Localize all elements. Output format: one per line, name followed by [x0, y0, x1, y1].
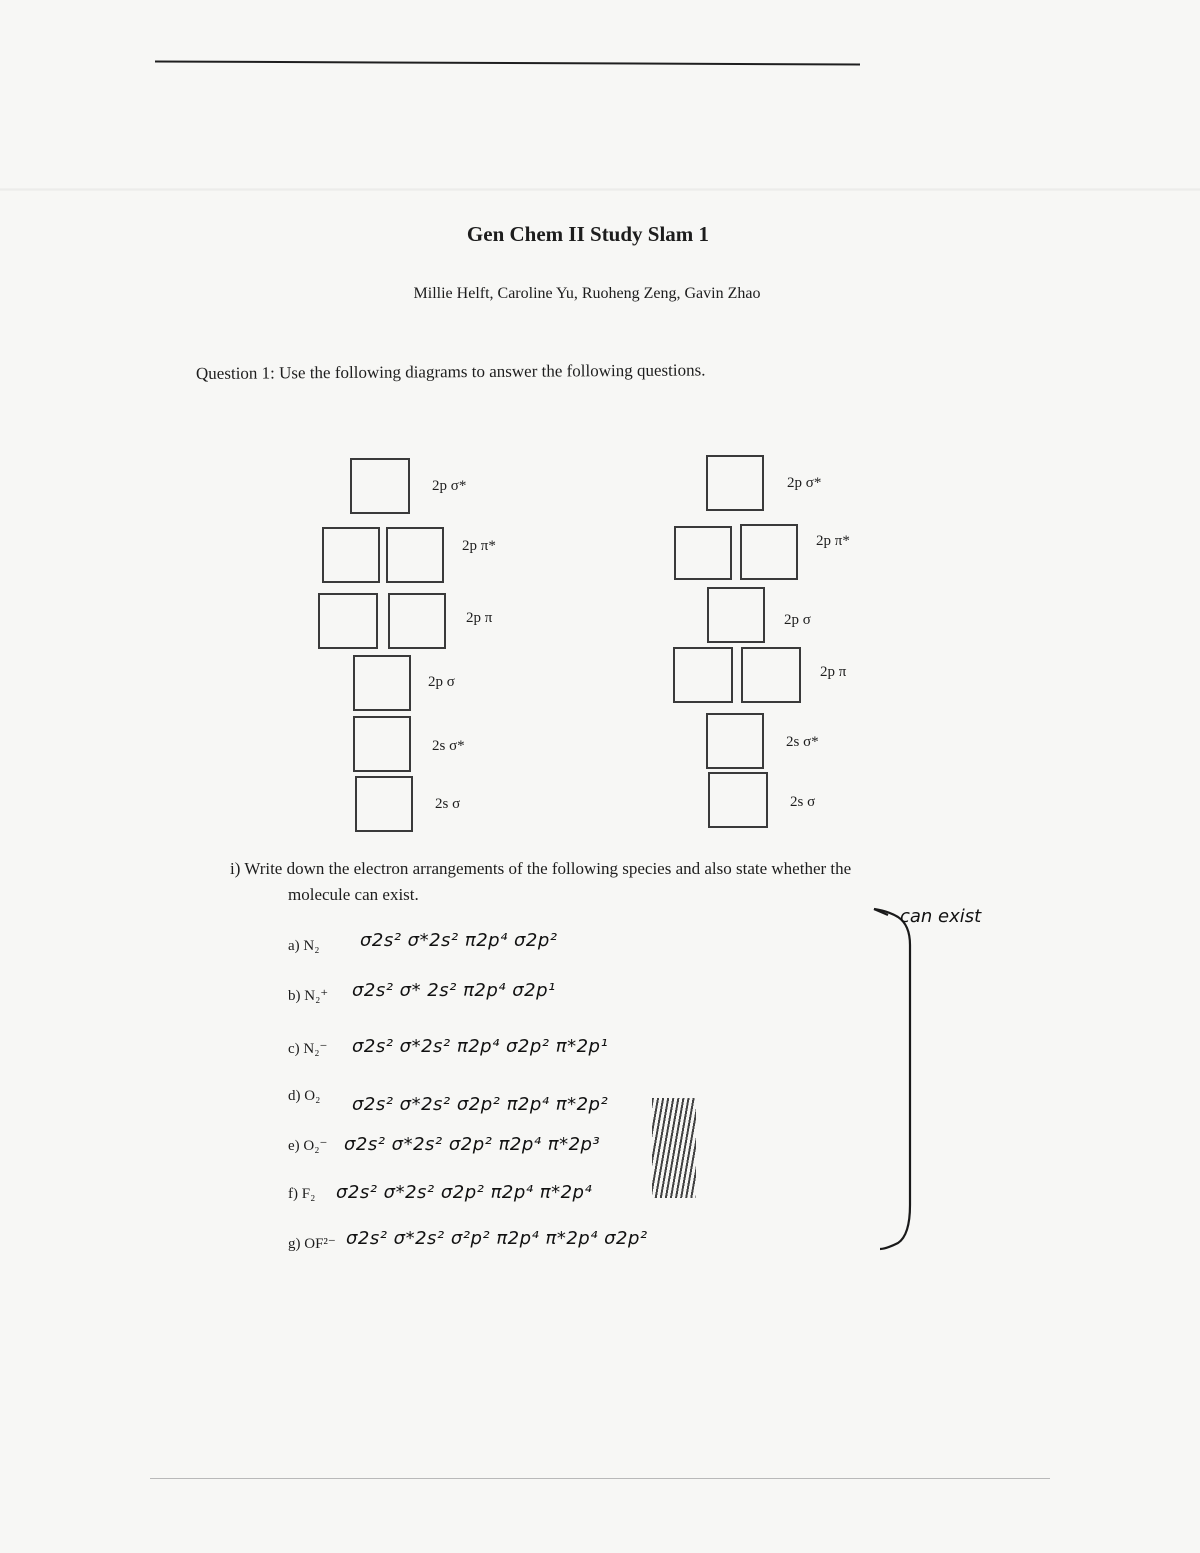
orbital-label: 2p σ* — [787, 475, 822, 491]
question-1-text: Question 1: Use the following diagrams to answer the following questions. — [195, 360, 706, 383]
orbital-label: 2p π* — [816, 533, 850, 549]
orbital-label: 2s σ — [435, 796, 461, 812]
species-label: c) N₂⁻ — [288, 1041, 328, 1057]
orbital-box-2p-sigma-star — [350, 458, 410, 514]
orbital-box-2s-sigma — [708, 772, 768, 828]
orbital-label: 2s σ* — [786, 734, 819, 750]
handwritten-answer: σ2s² σ* 2s² π2p⁴ σ2p¹ — [352, 980, 556, 1001]
orbital-box-2p-pi — [318, 593, 378, 649]
scribble-mark — [652, 1098, 696, 1198]
paper-fold — [0, 188, 1200, 191]
orbital-box-2p-pi — [673, 647, 733, 703]
orbital-box-2s-sigma — [355, 776, 413, 832]
orbital-box-2p-pi-star — [386, 527, 444, 583]
part-i-line-2: molecule can exist. — [288, 885, 419, 904]
document-authors: Millie Helft, Caroline Yu, Ruoheng Zeng, Gavin Zhao — [413, 285, 761, 302]
orbital-box-2p-sigma — [353, 655, 411, 711]
orbital-box-2s-sigma-star — [706, 713, 764, 769]
handwritten-answer: σ2s² σ*2s² σ²p² π2p⁴ π*2p⁴ σ2p² — [346, 1228, 648, 1249]
orbital-box-2p-pi-star — [322, 527, 380, 583]
orbital-label: 2p π — [466, 610, 493, 626]
paper-edge-top — [155, 60, 860, 65]
species-label: b) N₂⁺ — [288, 988, 329, 1004]
species-label: d) O₂ — [288, 1088, 321, 1104]
orbital-box-2p-pi-star — [740, 524, 798, 580]
handwritten-can-exist: can exist — [900, 906, 982, 927]
species-label: g) OF²⁻ — [288, 1236, 336, 1252]
document-title: Gen Chem II Study Slam 1 — [466, 222, 710, 246]
species-label: e) O₂⁻ — [288, 1138, 328, 1154]
paper-edge-bottom — [150, 1478, 1050, 1479]
orbital-label: 2p σ — [428, 674, 455, 690]
handwritten-answer: σ2s² σ*2s² σ2p² π2p⁴ π*2p³ — [344, 1134, 601, 1155]
handwritten-bracket — [870, 905, 930, 1255]
handwritten-answer: σ2s² σ*2s² σ2p² π2p⁴ π*2p⁴ — [336, 1182, 593, 1203]
handwritten-answer: σ2s² σ*2s² σ2p² π2p⁴ π*2p² — [352, 1094, 609, 1115]
species-label: a) N₂ — [288, 938, 320, 954]
orbital-label: 2p π — [820, 664, 847, 680]
orbital-label: 2s σ — [790, 794, 816, 810]
part-i-line-1: i) Write down the electron arrangements of the following species and also state whether the — [230, 859, 852, 878]
orbital-label: 2p σ — [784, 612, 811, 628]
orbital-box-2p-pi — [388, 593, 446, 649]
orbital-box-2s-sigma-star — [353, 716, 411, 772]
orbital-box-2p-sigma-star — [706, 455, 764, 511]
orbital-label: 2p π* — [462, 538, 496, 554]
part-i-prompt — [230, 856, 851, 908]
orbital-box-2p-pi-star — [674, 526, 732, 580]
handwritten-answer: σ2s² σ*2s² π2p⁴ σ2p² — [360, 930, 558, 951]
handwritten-answer: σ2s² σ*2s² π2p⁴ σ2p² π*2p¹ — [352, 1036, 609, 1057]
orbital-label: 2p σ* — [432, 478, 467, 494]
orbital-box-2p-pi — [741, 647, 801, 703]
orbital-label: 2s σ* — [432, 738, 465, 754]
species-label: f) F₂ — [288, 1186, 316, 1202]
orbital-box-2p-sigma — [707, 587, 765, 643]
